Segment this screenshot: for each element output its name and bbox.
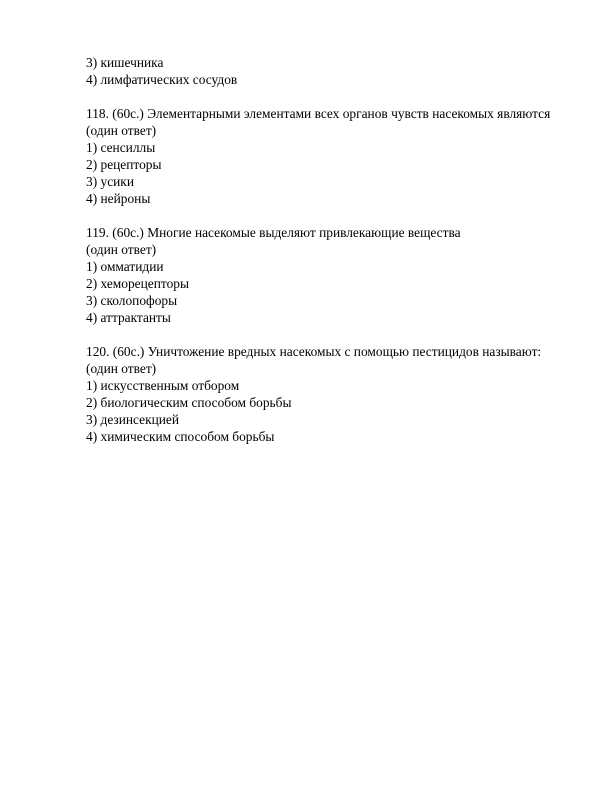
option-2: 2) хеморецепторы (86, 276, 189, 291)
option-3: 3) сколопофоры (86, 293, 178, 308)
question-118 (86, 105, 586, 207)
answer-type: (один ответ) (86, 123, 157, 138)
option-4: 4) лимфатических сосудов (86, 72, 238, 87)
option-3: 3) усики (86, 174, 134, 189)
option-2: 2) биологическим способом борьбы (86, 395, 292, 410)
spacer (86, 88, 586, 105)
option-4: 4) нейроны (86, 191, 151, 206)
question-119 (86, 224, 586, 326)
answer-type: (один ответ) (86, 361, 157, 376)
question-title: 119. (60c.) Многие насекомые выделяют привлекающие вещества (86, 225, 461, 240)
option-2: 2) рецепторы (86, 157, 162, 172)
spacer (86, 326, 586, 343)
question-120 (86, 343, 586, 445)
option-4: 4) аттрактанты (86, 310, 171, 325)
option-3: 3) дезинсекцией (86, 412, 180, 427)
question-title: 120. (60c.) Уничтожение вредных насекомых с помощью пестицидов называют: (86, 344, 542, 359)
option-3: 3) кишечника (86, 55, 164, 70)
question-title: 118. (60c.) Элементарными элементами всех органов чувств насекомых являются (86, 106, 551, 121)
answer-type: (один ответ) (86, 242, 157, 257)
option-1: 1) искусственным отбором (86, 378, 240, 393)
spacer (86, 207, 586, 224)
option-4: 4) химическим способом борьбы (86, 429, 275, 444)
option-1: 1) омматидии (86, 259, 164, 274)
document-content (86, 54, 586, 445)
previous-question-options (86, 54, 586, 88)
option-1: 1) сенсиллы (86, 140, 156, 155)
